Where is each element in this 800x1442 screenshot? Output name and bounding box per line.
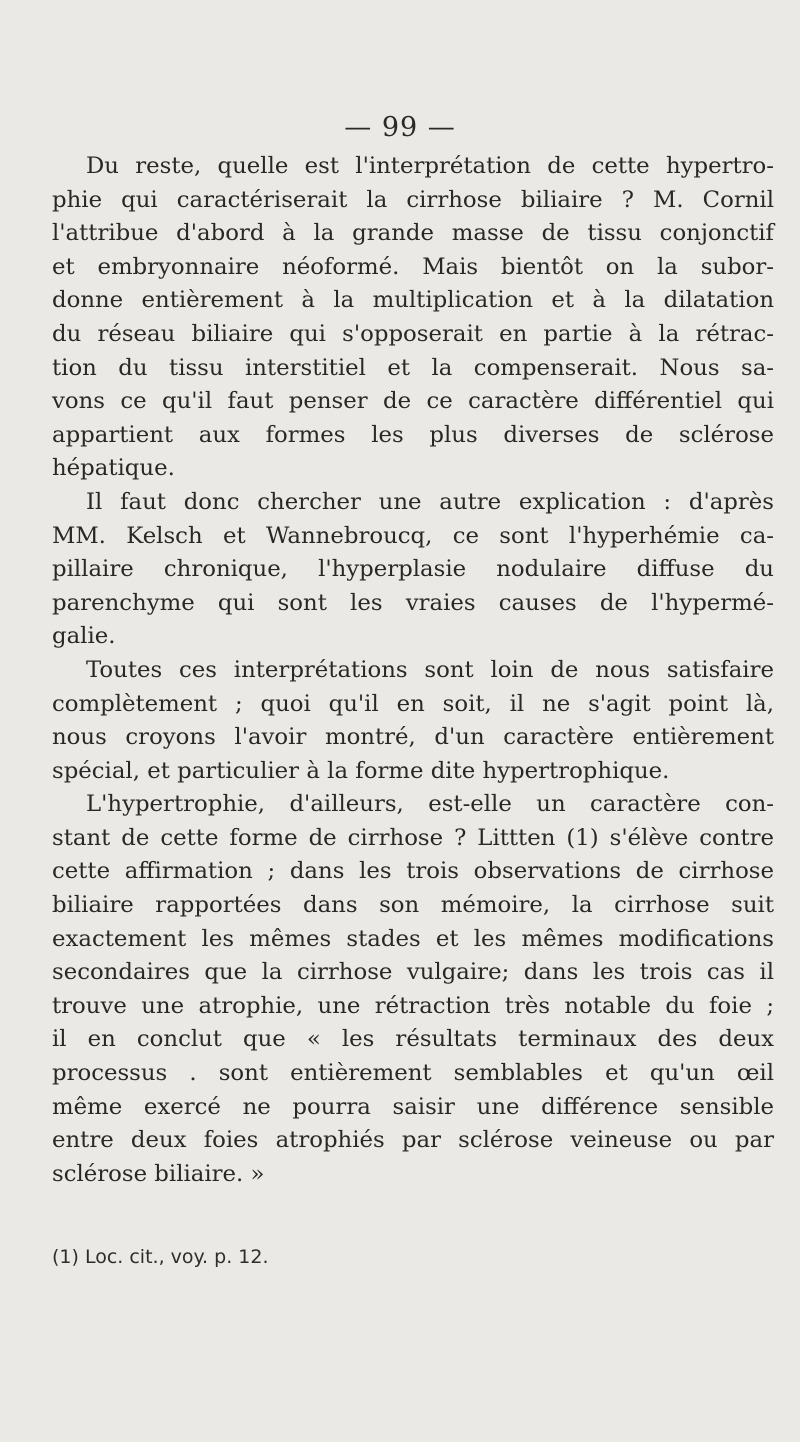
text-line: entre deux foies atrophiés par sclérose veineuse ou par	[52, 1127, 774, 1154]
text-line: Toutes ces interprétations sont loin de nous satisfaire	[86, 656, 774, 683]
text-line: sclérose biliaire. »	[52, 1160, 265, 1187]
text-line: hépatique.	[52, 455, 175, 482]
text-line: pillaire chronique, l'hyperplasie nodulaire diffuse du	[52, 556, 774, 583]
text-line: Du reste, quelle est l'interprétation de cette hypertro-	[86, 153, 774, 179]
text-line: du réseau biliaire qui s'opposerait en partie à la rétrac-	[52, 320, 774, 347]
text-line: spécial, et particulier à la forme dite hypertrophique.	[52, 757, 670, 784]
page-number: — 99 —	[344, 112, 456, 143]
text-line: galie.	[52, 623, 116, 650]
text-line: processus . sont entièrement semblables et qu'un œil	[52, 1060, 774, 1087]
text-line: nous croyons l'avoir montré, d'un caractère entièrement	[52, 724, 774, 751]
footnote: (1) Loc. cit., voy. p. 12.	[52, 1246, 269, 1268]
text-line: stant de cette forme de cirrhose ? Littten (1) s'élève contre	[52, 824, 774, 851]
text-line: exactement les mêmes stades et les mêmes modifications	[52, 925, 774, 952]
text-line: MM. Kelsch et Wannebroucq, ce sont l'hyperhémie ca-	[52, 522, 774, 549]
text-line: vons ce qu'il faut penser de ce caractère différentiel qui	[52, 388, 774, 415]
text-line: l'attribue d'abord à la grande masse de tissu conjonctif	[52, 220, 774, 247]
text-line: complètement ; quoi qu'il en soit, il ne s'agit point là,	[52, 690, 774, 717]
text-line: il en conclut que « les résultats terminaux des deux	[52, 1026, 774, 1053]
text-line: parenchyme qui sont les vraies causes de l'hypermé-	[52, 589, 774, 616]
text-line: Il faut donc chercher une autre explication : d'après	[86, 488, 774, 515]
text-line: phie qui caractériserait la cirrhose biliaire ? M. Cornil	[52, 186, 774, 213]
text-line: cette affirmation ; dans les trois observations de cirrhose	[52, 858, 774, 885]
text-line: tion du tissu interstitiel et la compenserait. Nous sa-	[52, 354, 774, 381]
text-line: secondaires que la cirrhose vulgaire; dans les trois cas il	[52, 959, 774, 986]
text-line: trouve une atrophie, une rétraction très notable du foie ;	[52, 992, 774, 1019]
body-text	[52, 150, 774, 1191]
text-line: et embryonnaire néoformé. Mais bientôt on la subor-	[52, 253, 774, 280]
text-line: biliaire rapportées dans son mémoire, la cirrhose suit	[52, 892, 774, 919]
text-line: L'hypertrophie, d'ailleurs, est-elle un caractère con-	[86, 791, 774, 818]
text-line: appartient aux formes les plus diverses de sclérose	[52, 421, 774, 448]
text-line: même exercé ne pourra saisir une différence sensible	[52, 1093, 774, 1120]
text-line: donne entièrement à la multiplication et à la dilatation	[52, 287, 774, 314]
